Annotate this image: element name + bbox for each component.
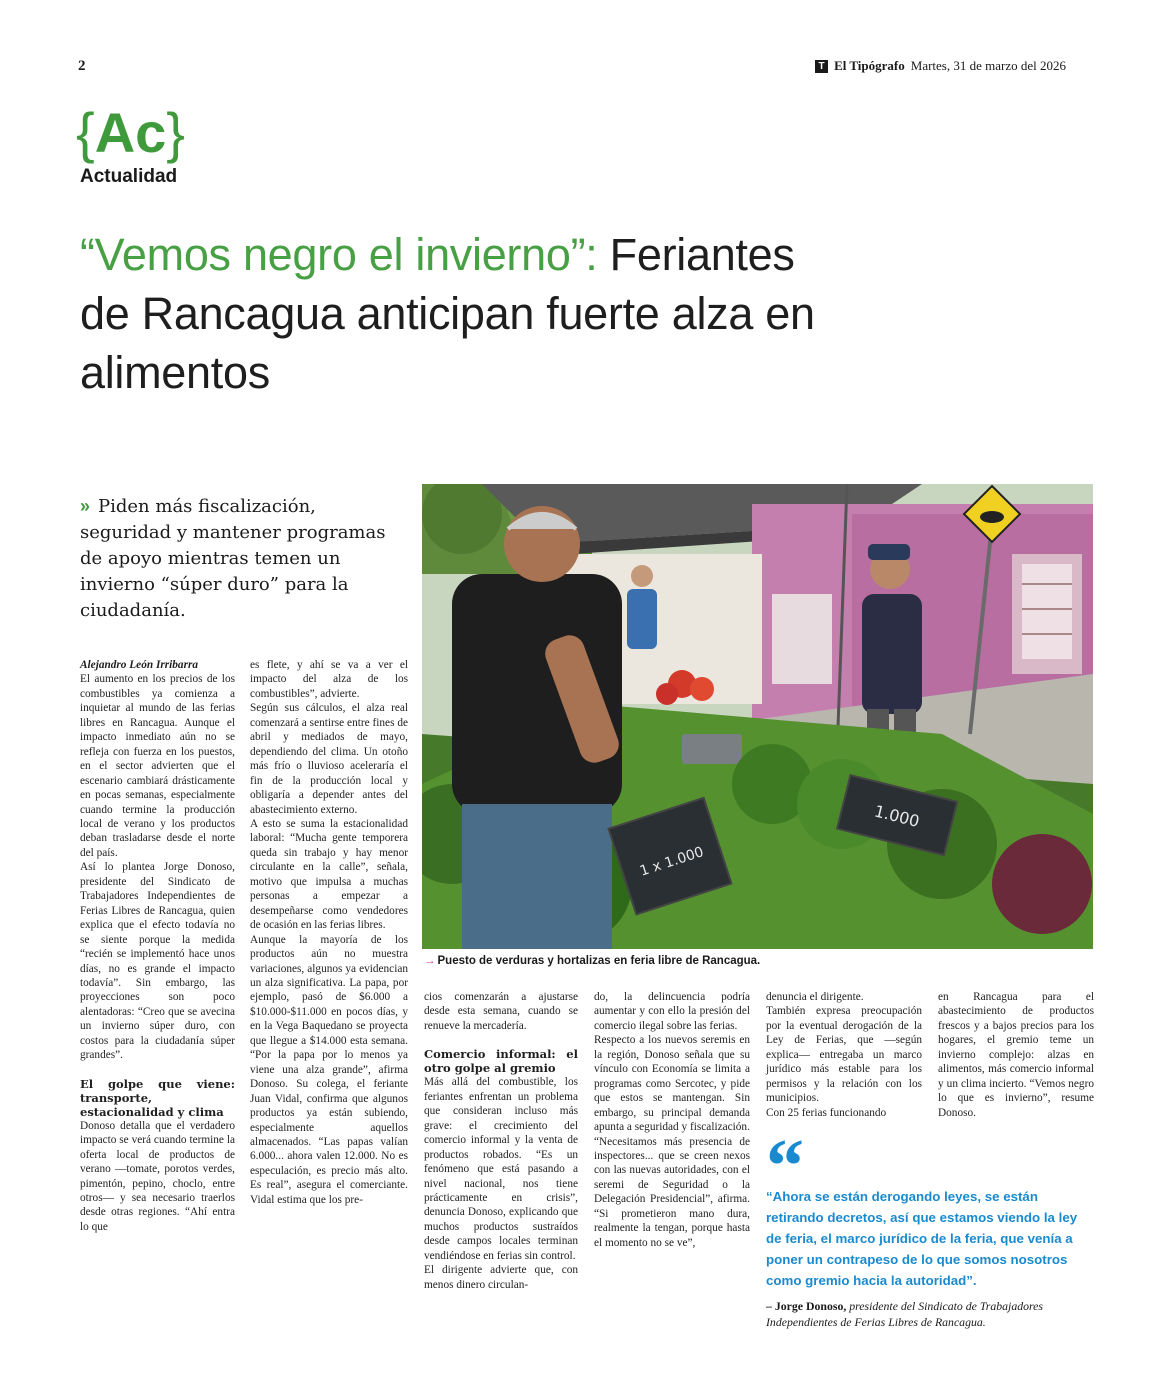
- article-photo: [422, 484, 1093, 949]
- photo-caption: [424, 955, 760, 967]
- byline: Alejandro León Irribarra: [80, 659, 199, 671]
- column1-paragraph-1: El aumento en los precios de los combustibles ya comienza a inquietar al mundo de las ferias libres en Rancagua. Aunque el impacto inmediato aún no se refleja con fuerza en los puestos, en el sector advierten que el escenario cambiará drásticamente en pocas semanas, especialmente cuando termine la producción local de verano y los productos deban trasladarse desde el norte del país.: [80, 673, 235, 859]
- publication-name: El Tipógrafo: [834, 58, 905, 73]
- column2-paragraph-4: Aunque la mayoría de los productos aún no muestra variaciones, algunos ya evidencian un alza significativa. La papa, por ejemplo, pasó de $6.000 a $10.000-$11.000 en pocos días, y en la Vega Baquedano se proyecta que llegue a $14.000 esta semana. “Por la papa por lo menos ya viene una alza grande”, afirma Donoso. Su colega, el feriante Juan Vidal, confirma que algunos productos ya están subiendo, especialmente aquellos almacenados. “Las papas valían 6.000... ahora valen 12.000. No es especulación, es precio más alto. Es real”, asegura el comerciante. Vidal estima que los pre-: [250, 933, 408, 1206]
- attribution-name: Jorge Donoso,: [774, 1299, 847, 1313]
- article-column-3: [424, 990, 578, 1292]
- pull-quote: “Ahora se están derogando leyes, se están retirando decretos, así que estamos viendo la ley de feria, el marco jurídico de la feria, que venía a poner un contrapeso de lo que somos nosotros como gremio hacia la autoridad”.: [766, 1189, 1078, 1288]
- column5-paragraph-3: Con 25 ferias funcionando: [766, 1106, 887, 1119]
- column2-paragraph-1: es flete, y ahí se va a ver el impacto del alza de los combustibles”, advierte.: [250, 659, 408, 700]
- deck: [80, 493, 410, 624]
- section-code: Ac: [94, 101, 167, 164]
- attribution-role: presidente del Sindicato de Trabajadores Independientes de Ferias Libres de Rancagua.: [766, 1299, 1044, 1329]
- subhead-golpe: El golpe que viene: transporte, estacionalidad y clima: [80, 1076, 235, 1119]
- headline: [80, 225, 1000, 402]
- page-number: 2: [78, 58, 86, 74]
- headline-line2: de Rancagua anticipan fuerte alza en: [80, 288, 815, 339]
- column6-paragraph-1: en Rancagua para el abastecimiento de productos frescos y a bajos precios para los hogares, el gremio teme un invierno complejo: alzas en alimentos, más comercio informal y un clima incierto. “Vemos negro lo que es invierno”, resume Donoso.: [938, 991, 1094, 1119]
- column3-paragraph-3: El dirigente advierte que, con menos dinero circulan-: [424, 1264, 578, 1291]
- column5-paragraph-2: También expresa preocupación por la eventual derogación de la Ley de Ferias, que —según explica— entregaba un marco jurídico más estable para los permisos y la relación con los municipios.: [766, 1005, 922, 1105]
- chalk-sign-right: 1.000: [872, 801, 922, 831]
- column3-paragraph-1: cios comenzarán a ajustarse desde esta semana, cuando se renueve la mercadería.: [424, 991, 578, 1032]
- column4-paragraph-1: do, la delincuencia podría aumentar y con ello la presión del comercio ilegal sobre las ferias.: [594, 991, 750, 1032]
- article-column-5: [766, 990, 922, 1120]
- attribution-dash: –: [766, 1299, 775, 1313]
- column2-paragraph-2: Según sus cálculos, el alza real comenzará a sentirse entre fines de abril y mediados de mayo, dependiendo del clima. Un otoño más frío o lluvioso aceleraría el fin de la producción local y obligaría a depender antes del abastecimiento externo.: [250, 702, 408, 816]
- chevron-right-icon: »: [80, 496, 91, 516]
- column2-paragraph-3: A esto se suma la estacionalidad laboral: “Mucha gente temporera queda sin trabajo y hay menor circulante en la calle”, señala, motivo que impulsa a muchas personas a empezar a desempeñarse como vendedores de ocasión en las ferias libres.: [250, 817, 408, 932]
- quote-mark-icon: “: [766, 1124, 804, 1208]
- masthead: [815, 58, 1066, 74]
- section-name: Actualidad: [80, 166, 178, 187]
- article-column-1: [80, 658, 235, 1234]
- brace-open-icon: {: [76, 101, 95, 164]
- subhead-comercio-informal: Comercio informal: el otro golpe al gremio: [424, 1047, 578, 1076]
- arrow-right-icon: →: [424, 955, 436, 967]
- brace-close-icon: }: [166, 101, 185, 164]
- column3-paragraph-2: Más allá del combustible, los feriantes enfrentan un problema que consideran incluso más grave: el crecimiento del comercio informal y la venta de productos robados. “Es un fenómeno que está pasando a nivel nacional, nos tiene prácticamente en crisis”, denuncia Donoso, explicando que muchos productos sustraídos desde campos locales terminan vendiéndose en ferias sin control.: [424, 1076, 578, 1262]
- quote-attribution: [766, 1298, 1096, 1330]
- market-stall-illustration: [422, 484, 1093, 949]
- headline-line1: Feriantes: [597, 229, 795, 280]
- article-column-6: [938, 990, 1094, 1120]
- chalk-sign-left: 1 x 1.000: [637, 844, 706, 880]
- headline-line3: alimentos: [80, 347, 270, 398]
- deck-text: Piden más fiscalización, seguridad y mantener programas de apoyo mientras temen un invierno “súper duro” para la ciudadanía.: [80, 496, 386, 621]
- section-mark: [76, 100, 185, 166]
- issue-date: Martes, 31 de marzo del 2026: [910, 58, 1066, 73]
- photo-caption-text: Puesto de verduras y hortalizas en feria libre de Rancagua.: [437, 955, 761, 967]
- article-column-2: [250, 658, 408, 1207]
- article-column-4: [594, 990, 750, 1250]
- column5-paragraph-1: denuncia el dirigente.: [766, 991, 864, 1003]
- publication-logo-icon: T: [815, 60, 828, 73]
- column1-paragraph-3: Donoso detalla que el verdadero impacto se verá cuando termine la oferta local de productos de verano —tomate, porotos verdes, pimentón, pepino, choclo, entre otros— y sea necesario traerlos desde otras regiones. “Ahí entra lo que: [80, 1119, 235, 1233]
- column1-paragraph-2: Así lo plantea Jorge Donoso, presidente del Sindicato de Trabajadores Independientes de Ferias Libres de Rancagua, quien explica que el efecto todavía no se siente porque la medida “recién se implementó hace unos días, no es grande el impacto todavía”. Sin embargo, las proyecciones son poco alentadoras: “Creo que se avecina un invierno súper duro, con costos para la ciudadanía súper grandes”.: [80, 861, 235, 1062]
- column4-paragraph-2: Respecto a los nuevos seremis en la región, Donoso señala que su vínculo con Economía se limita a programas como Sercotec, y pide que estos se mantengan. Sin embargo, su principal demanda apunta a seguridad y fiscalización.: [594, 1034, 750, 1134]
- column4-paragraph-3: “Necesitamos más presencia de inspectores... que se creen nexos con las nuevas autoridades, con el seremi de Seguridad o la Delegación Presidencial”, afirma. “Si prometieron mano dura, realmente la tengan, porque hasta el momento no se ve”,: [594, 1135, 750, 1249]
- headline-quote: “Vemos negro el invierno”:: [80, 229, 598, 280]
